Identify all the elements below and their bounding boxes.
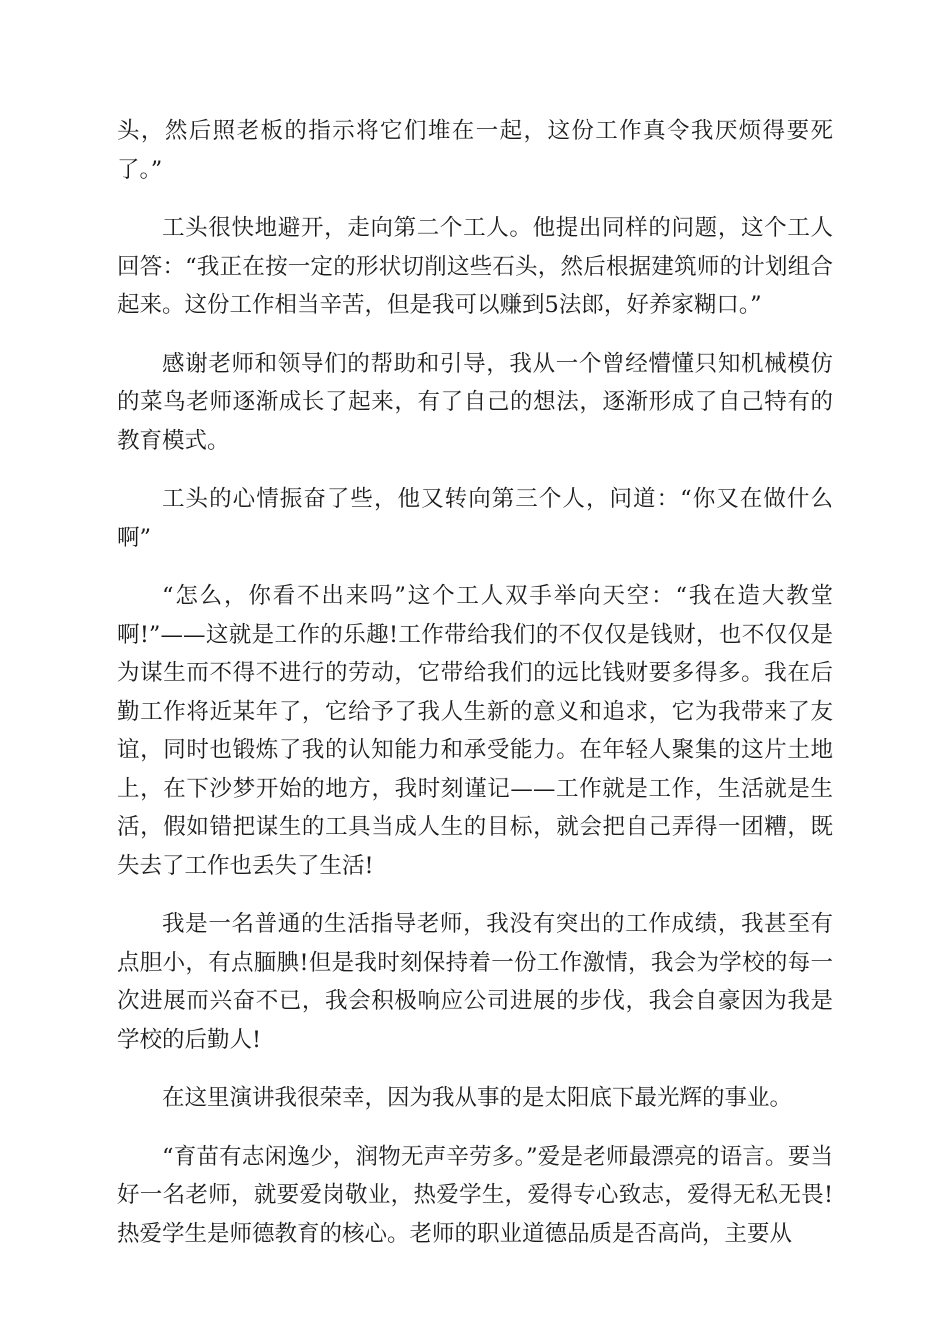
paragraph-4: 工头的心情振奋了些，他又转向第三个人，问道：“你又在做什么啊” — [117, 486, 833, 551]
paragraph-2: 工头很快地避开，走向第二个工人。他提出同样的问题，这个工人回答：“我正在按一定的形状切削这些石头，然后根据建筑师的计划组合起来。这份工作相当辛苦，但是我可以赚到5法郎，好养家糊口。” — [117, 215, 833, 318]
paragraph-1: 头，然后照老板的指示将它们堆在一起，这份工作真令我厌烦得要死了。” — [117, 118, 833, 183]
paragraph-8: “育苗有志闲逸少，润物无声辛劳多。”爱是老师最漂亮的语言。要当好一名老师，就要爱岗敬业，热爱学生，爱得专心致志，爱得无私无畏!热爱学生是师德教育的核心。老师的职业道德品质是否高尚，主要从 — [117, 1143, 833, 1247]
document-page — [117, 112, 833, 1273]
paragraph-5: “怎么，你看不出来吗”这个工人双手举向天空：“我在造大教堂啊!”——这就是工作的乐趣!工作带给我们的不仅仅是钱财，也不仅仅是为谋生而不得不进行的劳动，它带给我们的远比钱财要多得多。我在后勤工作将近某年了，它给予了我人生新的意义和追求，它为我带来了友谊，同时也锻炼了我的认知能力和承受能力。在年轻人聚集的这片土地上，在下沙梦开始的地方，我时刻谨记——工作就是工作，生活就是生活，假如错把谋生的工具当成人生的目标，就会把自己弄得一团糟，既失去了工作也丢失了生活! — [117, 583, 833, 879]
paragraph-7: 在这里演讲我很荣幸，因为我从事的是太阳底下最光辉的事业。 — [162, 1085, 793, 1111]
paragraph-6: 我是一名普通的生活指导老师，我没有突出的工作成绩，我甚至有点胆小，有点腼腆!但是我时刻保持着一份工作激情，我会为学校的每一次进展而兴奋不已，我会积极响应公司进展的步伐，我会自豪因为我是学校的后勤人! — [117, 911, 833, 1053]
paragraph-3: 感谢老师和领导们的帮助和引导，我从一个曾经懵懂只知机械模仿的菜鸟老师逐渐成长了起来，有了自己的想法，逐渐形成了自己特有的教育模式。 — [117, 350, 833, 454]
